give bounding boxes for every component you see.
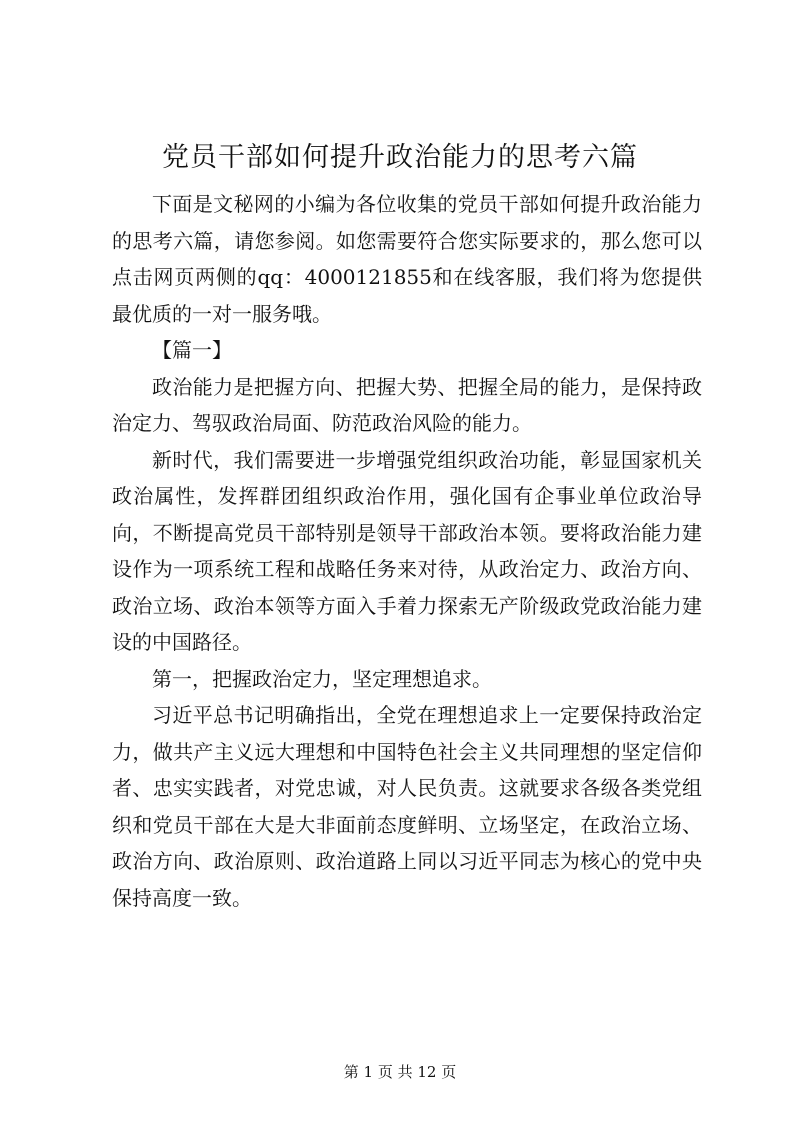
section-heading: 【篇一】 <box>152 338 232 362</box>
body-paragraph: 新时代，我们需要进一步增强党组织政治功能，彰显国家机关政治属性，发挥群团组织政治作用，强化国有企事业单位政治导向，不断提高党员干部特别是领导干部政治本领。要将政治能力建设作为一项系统工程和战略任务来对待，从政治定力、政治方向、政治立场、政治本领等方面入手着力探索无产阶级政党政治能力建设的中国路径。 <box>112 447 702 654</box>
document-body <box>112 186 702 916</box>
intro-paragraph: 下面是文秘网的小编为各位收集的党员干部如何提升政治能力的思考六篇，请您参阅。如您需要符合您实际要求的，那么您可以点击网页两侧的qq：4000121855和在线客服，我们将为您提供最优质的一对一服务哦。 <box>112 192 702 326</box>
body-paragraph: 习近平总书记明确指出，全党在理想追求上一定要保持政治定力，做共产主义远大理想和中国特色社会主义共同理想的坚定信仰者、忠实实践者，对党忠诚，对人民负责。这就要求各级各类党组织和党员干部在大是大非面前态度鲜明、立场坚定，在政治立场、政治方向、政治原则、政治道路上同以习近平同志为核心的党中央保持高度一致。 <box>112 703 702 910</box>
body-paragraph: 政治能力是把握方向、把握大势、把握全局的能力，是保持政治定力、驾驭政治局面、防范政治风险的能力。 <box>112 374 702 435</box>
page-footer: 第 1 页 共 12 页 <box>343 1063 457 1081</box>
subheading-paragraph: 第一，把握政治定力，坚定理想追求。 <box>152 666 492 691</box>
document-title: 党员干部如何提升政治能力的思考六篇 <box>162 142 638 173</box>
